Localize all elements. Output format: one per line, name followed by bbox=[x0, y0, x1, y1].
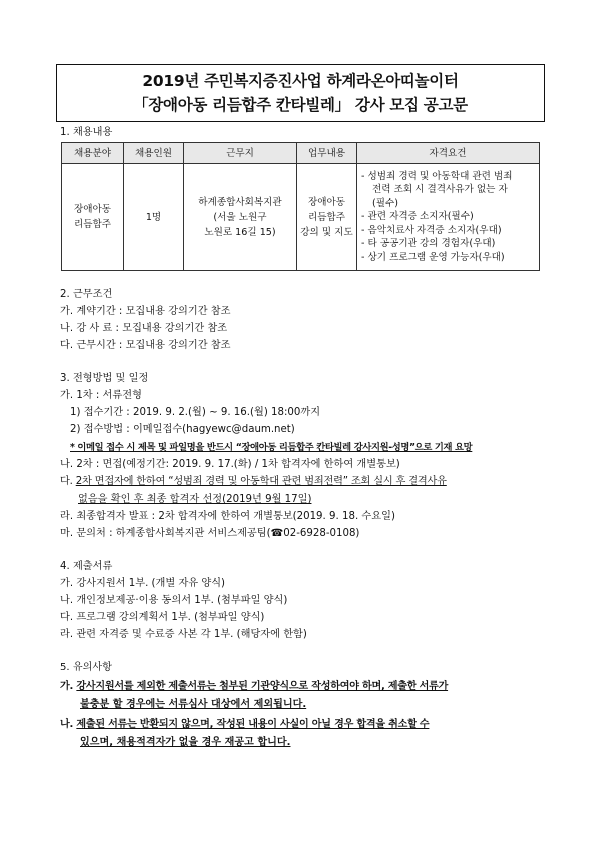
list-item: 다. 프로그램 강의계획서 1부. (첨부파일 양식) bbox=[60, 612, 265, 623]
notice-content bbox=[56, 125, 545, 752]
cell-field bbox=[62, 164, 124, 271]
section-notes bbox=[56, 660, 545, 752]
item-prefix: 나. bbox=[60, 719, 74, 730]
section-heading: 1. 채용내용 bbox=[60, 127, 113, 138]
requirement-item: - 관련 자격증 소지자(필수) bbox=[361, 211, 474, 223]
list-item: 나. 2차 : 면접(예정기간: 2019. 9. 17.(화) / 1차 합격자에 한하여 개별통보) bbox=[60, 459, 400, 470]
section-work-conditions bbox=[56, 287, 545, 353]
list-item: 라. 최종합격자 발표 : 2차 합격자에 한하여 개별통보(2019. 9. 18. 수요일) bbox=[60, 511, 395, 522]
col-header-field: 채용분야 bbox=[62, 143, 124, 164]
list-item: 있으며, 채용적격자가 없을 경우 재공고 합니다. bbox=[80, 737, 291, 748]
col-header-place: 근무지 bbox=[184, 143, 297, 164]
list-item: 나. 강 사 료 : 모집내용 강의기간 참조 bbox=[60, 323, 228, 334]
list-item: 2) 접수방법 : 이메일접수(hagyewc@daum.net) bbox=[70, 424, 295, 435]
list-item bbox=[56, 678, 545, 696]
list-item: 1) 접수기간 : 2019. 9. 2.(월) ~ 9. 16.(월) 18:00까지 bbox=[70, 407, 321, 418]
list-item: 가. 계약기간 : 모집내용 강의기간 참조 bbox=[60, 306, 231, 317]
table-row bbox=[62, 164, 540, 271]
list-item bbox=[56, 474, 545, 489]
list-item: 불충분 할 경우에는 서류심사 대상에서 제외됩니다. bbox=[80, 699, 307, 710]
requirement-item: - 음악치료사 자격증 소지자(우대) bbox=[361, 224, 502, 236]
requirement-item: - 성범죄 경력 및 아동학대 관련 범죄 bbox=[361, 170, 513, 182]
list-item: 가. 1차 : 서류전형 bbox=[60, 390, 142, 401]
section-heading: 3. 전형방법 및 일정 bbox=[60, 373, 149, 384]
section-documents bbox=[56, 559, 545, 642]
col-header-requirements: 자격요건 bbox=[357, 143, 540, 164]
list-item bbox=[56, 716, 545, 734]
requirement-item: (필수) bbox=[372, 197, 399, 209]
cell-count: 1명 bbox=[124, 164, 184, 271]
cell-text: 노원로 16길 15) bbox=[204, 226, 276, 238]
cell-text: 강의 및 지도 bbox=[300, 226, 353, 238]
cell-text: (서울 노원구 bbox=[213, 211, 267, 223]
item-text: 제출된 서류는 반환되지 않으며, 작성된 내용이 사실이 아닐 경우 합격을 취소할 수 bbox=[76, 719, 430, 730]
section-heading: 5. 유의사항 bbox=[60, 662, 112, 673]
notice-page bbox=[56, 64, 545, 784]
list-item: 라. 관련 자격증 및 수료증 사본 각 1부. (해당자에 한함) bbox=[60, 629, 307, 640]
cell-text: 장애아동 bbox=[307, 196, 346, 208]
col-header-count: 채용인원 bbox=[124, 143, 184, 164]
section-selection bbox=[56, 371, 545, 541]
list-item: 없음을 확인 후 최종 합격자 선정(2019년 9월 17일) bbox=[78, 494, 312, 505]
item-text: 2차 면접자에 한하여 “성범죄 경력 및 아동학대 관련 범죄전력” 조회 실시 후 결격사유 bbox=[75, 476, 447, 487]
cell-requirements bbox=[357, 164, 540, 271]
cell-text: 리듬합주 bbox=[73, 219, 112, 230]
cell-work bbox=[297, 164, 357, 271]
title-line-1: 2019년 주민복지증진사업 하계라온아띠놀이터 bbox=[142, 72, 459, 90]
cell-place bbox=[184, 164, 297, 271]
title-box bbox=[56, 64, 545, 122]
list-item: 가. 강사지원서 1부. (개별 자유 양식) bbox=[60, 578, 226, 589]
cell-text: 리듬합주 bbox=[307, 211, 346, 223]
title-line-2: 「장애아동 리듬합주 칸타빌레」 강사 모집 공고문 bbox=[133, 96, 468, 114]
item-prefix: 다. bbox=[60, 476, 76, 487]
requirement-item: 전력 조회 시 결격사유가 없는 자 bbox=[372, 184, 508, 196]
item-text: 강사지원서를 제외한 제출서류는 첨부된 기관양식으로 작성하여야 하며, 제출한 서류가 bbox=[76, 681, 449, 692]
requirement-item: - 상기 프로그램 운영 가능자(우대) bbox=[361, 251, 505, 263]
item-prefix: 가. bbox=[60, 681, 74, 692]
col-header-work: 업무내용 bbox=[297, 143, 357, 164]
requirement-item: - 타 공공기관 강의 경험자(우대) bbox=[361, 238, 496, 250]
list-item: 나. 개인정보제공·이용 동의서 1부. (첨부파일 양식) bbox=[60, 595, 288, 606]
cell-text: 장애아동 bbox=[73, 204, 112, 215]
cell-text: 하계종합사회복지관 bbox=[198, 196, 282, 208]
section-heading: 2. 근무조건 bbox=[60, 289, 113, 300]
recruitment-table bbox=[61, 142, 540, 271]
section-heading: 4. 제출서류 bbox=[60, 561, 113, 572]
list-item: 다. 근무시간 : 모집내용 강의기간 참조 bbox=[60, 340, 231, 351]
email-note: * 이메일 접수 시 제목 및 파일명을 반드시 “장애아동 리듬합주 칸타빌레 강사지원-성명”으로 기재 요망 bbox=[70, 442, 473, 453]
list-item: 마. 문의처 : 하계종합사회복지관 서비스제공팀(☎02-6928-0108) bbox=[60, 528, 360, 539]
table-header-row bbox=[62, 143, 540, 164]
section-recruitment bbox=[56, 125, 545, 271]
